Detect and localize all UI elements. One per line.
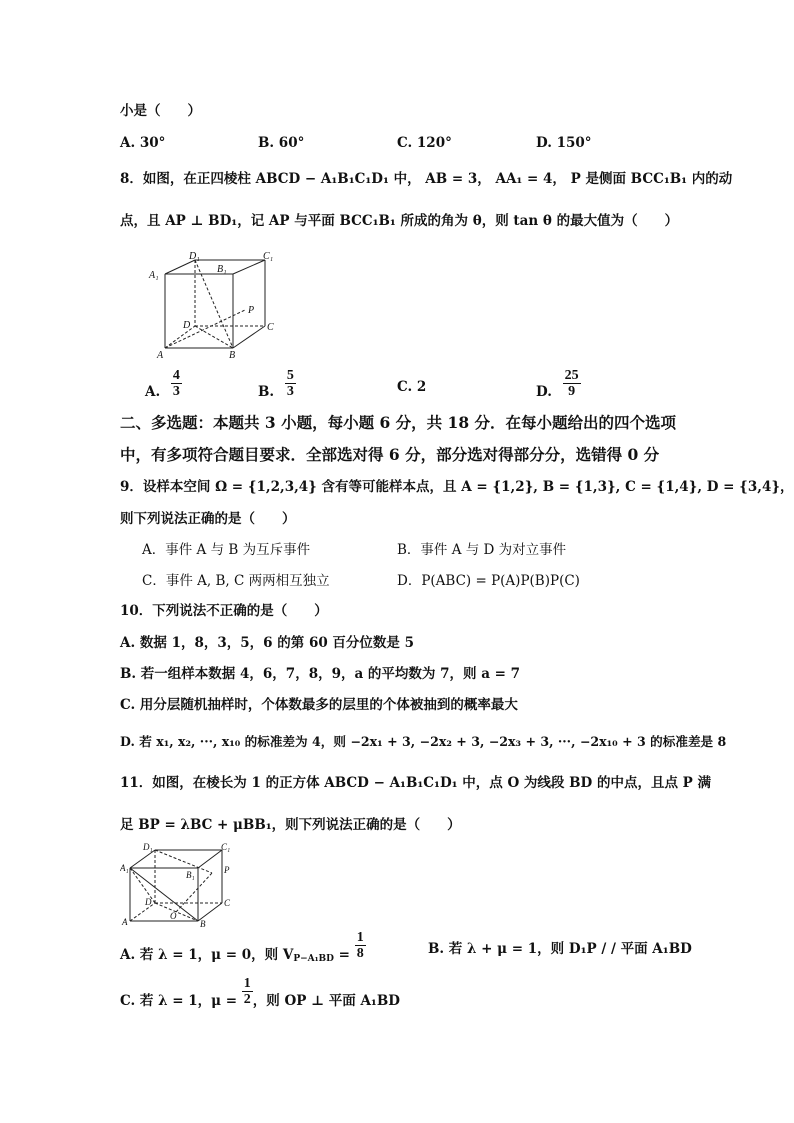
q11-option-a-den: 8: [356, 946, 364, 961]
q11-option-a-text: A. 若 λ = 1，μ = 0，则 V: [120, 947, 294, 963]
q8-option-a-den: 3: [172, 384, 180, 399]
q8-stem-line2: 点，且 AP ⊥ BD₁，记 AP 与平面 BCC₁B₁ 所成的角为 θ，则 tan θ 的最大值为（ ）: [120, 213, 679, 229]
q8-option-b-num: 5: [286, 368, 294, 383]
q10-stem: 10．下列说法不正确的是（ ）: [120, 603, 328, 619]
q8-option-d-num: 25: [564, 368, 579, 383]
q8-option-a-label: A.: [145, 384, 161, 400]
q9-option-a: A．事件 A 与 B 为互斥事件: [142, 542, 311, 558]
q11-label-a1: A₁: [120, 863, 129, 873]
q11-option-a-sub: P−A₁BD: [293, 953, 334, 964]
q11-stem-line1: 11．如图，在棱长为 1 的正方体 ABCD − A₁B₁C₁D₁ 中，点 O 为线段 BD 的中点，且点 P 满: [120, 775, 711, 791]
q10-option-b: B. 若一组样本数据 4，6，7，8，9，a 的平均数为 7，则 a = 7: [120, 666, 521, 682]
q11-label-a: A: [122, 917, 128, 927]
q7-option-c: C. 120°: [397, 135, 452, 151]
q8-stem-line1: 8．如图，在正四棱柱 ABCD − A₁B₁C₁D₁ 中， AB = 3， AA₁ = 4， P 是侧面 BCC₁B₁ 内的动: [120, 171, 733, 187]
q9-stem-line2: 则下列说法正确的是（ ）: [120, 511, 296, 527]
q11-option-b: B. 若 λ + μ = 1，则 D₁P / / 平面 A₁BD: [428, 941, 692, 957]
q8-option-b-label: B.: [258, 384, 275, 400]
section2-heading-line1: 二、多选题：本题共 3 小题，每小题 6 分，共 18 分．在每小题给出的四个选项: [120, 413, 677, 432]
q11-label-d1: D₁: [143, 843, 153, 852]
q11-option-a-eq: =: [333, 947, 355, 963]
q9-option-c: C．事件 A, B, C 两两相互独立: [142, 573, 330, 589]
q11-cube-figure: [120, 843, 235, 928]
q10-option-c: C. 用分层随机抽样时，个体数最多的层里的个体被抽到的概率最大: [120, 697, 518, 713]
q10-option-a: A. 数据 1，8，3，5，6 的第 60 百分位数是 5: [120, 635, 415, 651]
q8-label-a1: A₁: [149, 270, 159, 281]
q11-option-c-num: 1: [243, 976, 251, 991]
section2-heading-line2: 中，有多项符合题目要求．全部选对得 6 分，部分选对得部分分，选错得 0 分: [120, 445, 660, 464]
q11-option-c-den: 2: [243, 992, 251, 1007]
q8-label-b: B: [229, 350, 236, 361]
q8-label-b1: B₁: [217, 264, 227, 275]
q10-option-d: D. 若 x₁, x₂, ···, x₁₀ 的标准差为 4，则 −2x₁ + 3, −2x₂ + 3, −2x₃ + 3, ···, −2x₁₀ + 3 的标准差是 8: [120, 734, 727, 749]
q9-option-d: D．P(ABC) = P(A)P(B)P(C): [397, 573, 580, 589]
q11-label-c: C: [224, 898, 231, 908]
q8-label-d: D: [183, 320, 191, 331]
q11-option-c-post: ，则 OP ⊥ 平面 A₁BD: [252, 993, 400, 1009]
q11-label-p: P: [224, 865, 230, 875]
q7-option-b: B. 60°: [258, 135, 305, 151]
q8-label-c1: C₁: [263, 252, 274, 262]
q7-stem-tail: 小是（ ）: [120, 103, 201, 119]
q11-label-b: B: [200, 919, 206, 928]
q8-option-d-label: D.: [536, 384, 552, 400]
q8-label-a: A: [157, 350, 164, 361]
q7-option-a: A. 30°: [120, 135, 166, 151]
q8-option-d-den: 9: [568, 384, 576, 399]
q9-option-b: B．事件 A 与 D 为对立事件: [397, 542, 567, 558]
q8-label-d1: D₁: [189, 252, 200, 262]
q8-option-a-num: 4: [172, 368, 180, 383]
q9-stem-line1: 9．设样本空间 Ω = {1,2,3,4} 含有等可能样本点，且 A = {1,2}, B = {1,3}, C = {1,4}, D = {3,4}，: [120, 479, 794, 495]
q11-label-o: O: [170, 911, 177, 921]
q8-option-a: [145, 368, 182, 404]
q8-option-b-den: 3: [286, 384, 294, 399]
q11-stem-line2: 足 BP = λBC + μBB₁，则下列说法正确的是（ ）: [120, 817, 461, 833]
q11-option-c-text: C. 若 λ = 1，μ =: [120, 993, 242, 1009]
q8-option-d: [536, 368, 581, 404]
q8-label-c: C: [267, 322, 274, 333]
q11-label-d: D: [145, 897, 152, 907]
q8-label-p: P: [248, 305, 255, 316]
q8-option-c: C. 2: [397, 379, 427, 395]
q11-label-c1: C₁: [221, 843, 231, 852]
q11-option-a: [120, 930, 366, 968]
q11-option-c: [120, 976, 400, 1014]
q11-option-a-num: 1: [356, 930, 364, 945]
q11-label-b1: B₁: [186, 870, 195, 880]
q8-option-b: [258, 368, 296, 404]
q8-prism-figure: [145, 252, 285, 362]
q7-option-d: D. 150°: [536, 135, 592, 151]
